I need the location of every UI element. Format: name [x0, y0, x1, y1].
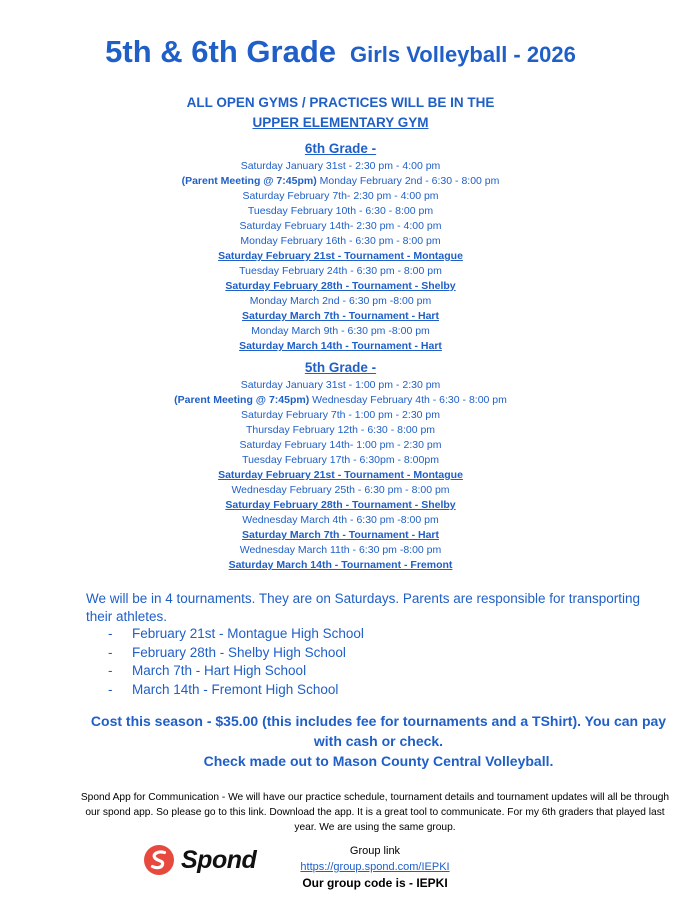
page-title — [0, 34, 681, 70]
tournaments-intro: We will be in 4 tournaments. They are on Saturdays. Parents are responsible for transporting their athletes. — [86, 591, 641, 624]
list-item — [108, 644, 364, 663]
check-payable-text: Check made out to Mason County Central Volleyball. — [203, 753, 554, 769]
spond-logo-word: Spond — [181, 845, 257, 874]
list-dash: - — [108, 681, 113, 697]
schedule-line: Tuesday February 10th - 6:30 - 8:00 pm — [247, 205, 434, 217]
list-dash: - — [108, 626, 113, 641]
list-dash: - — [108, 663, 113, 678]
schedule-line-parent-meeting — [0, 393, 681, 408]
schedule-line: Saturday February 7th - 1:00 pm - 2:30 pm — [240, 409, 440, 421]
schedule-line: Saturday February 7th- 2:30 pm - 4:00 pm — [242, 190, 439, 202]
schedule-line: Saturday January 31st - 1:00 pm - 2:30 pm — [240, 379, 441, 391]
tournament-item: March 14th - Fremont High School — [132, 681, 339, 697]
schedule-line-parent-meeting — [0, 174, 681, 189]
fifth-grade-schedule — [0, 359, 681, 573]
schedule-line: Monday March 2nd - 6:30 pm -8:00 pm — [249, 295, 432, 307]
tournament-line: Saturday February 21st - Tournament - Montague — [218, 469, 463, 481]
schedule-line: Saturday February 14th- 2:30 pm - 4:00 pm — [239, 220, 442, 232]
tournament-item: February 21st - Montague High School — [132, 626, 364, 641]
sixth-grade-heading: 6th Grade - — [304, 141, 377, 156]
tournament-item: February 28th - Shelby High School — [132, 644, 346, 660]
tournament-line: Saturday March 7th - Tournament - Hart — [242, 529, 439, 541]
list-item — [108, 662, 364, 681]
location-line-1: ALL OPEN GYMS / PRACTICES WILL BE IN THE — [186, 95, 495, 110]
parent-meeting-date: Monday February 2nd - 6:30 - 8:00 pm — [316, 175, 500, 187]
spond-info-text: Spond App for Communication - We will have our practice schedule, tournament details and tournament updates will all be through our spond app. So please go to this link. Download the app. It is a great tool to communicate. For my 6th graders that played last year. We are using the same group. — [80, 792, 670, 833]
tournament-line: Saturday February 28th - Tournament - Shelby — [225, 499, 456, 511]
schedule-line: Tuesday February 17th - 6:30pm - 8:00pm — [242, 454, 439, 466]
group-url-link[interactable]: https://group.spond.com/IEPKI — [300, 861, 450, 873]
schedule-line: Monday February 16th - 6:30 pm - 8:00 pm — [240, 235, 441, 247]
tournament-line: Saturday March 7th - Tournament - Hart — [242, 310, 439, 322]
schedule-line: Wednesday March 4th - 6:30 pm -8:00 pm — [242, 514, 439, 526]
spond-logo-icon — [143, 844, 175, 876]
tournament-line: Saturday March 14th - Tournament - Fremont — [228, 559, 453, 571]
schedule-line: Thursday February 12th - 6:30 - 8:00 pm — [245, 424, 436, 436]
tournament-line: Saturday February 21st - Tournament - Montague — [218, 250, 463, 262]
schedule-line: Wednesday February 25th - 6:30 pm - 8:00 pm — [231, 484, 450, 496]
cost-info — [86, 711, 671, 771]
sixth-grade-schedule — [0, 140, 681, 354]
list-item — [108, 681, 364, 700]
group-link-label: Group link — [349, 845, 401, 857]
list-dash: - — [108, 644, 113, 660]
schedule-line: Saturday February 14th- 1:00 pm - 2:30 pm — [239, 439, 442, 451]
group-code: Our group code is - IEPKI — [302, 876, 448, 890]
schedule-line: Tuesday February 24th - 6:30 pm - 8:00 pm — [239, 265, 442, 277]
schedule-line: Monday March 9th - 6:30 pm -8:00 pm — [251, 325, 430, 337]
fifth-grade-heading: 5th Grade - — [304, 360, 377, 375]
tournament-line: Saturday February 28th - Tournament - Shelby — [225, 280, 456, 292]
parent-meeting-label: (Parent Meeting @ 7:45pm) — [174, 394, 310, 406]
tournament-item: March 7th - Hart High School — [132, 663, 307, 678]
location-notice — [0, 93, 681, 133]
cost-text: Cost this season - $35.00 (this includes fee for tournaments and a TShirt). You can pay with cash or check. — [90, 713, 667, 749]
group-link-block — [270, 843, 480, 891]
title-grades: 5th & 6th Grade — [105, 34, 336, 69]
parent-meeting-date: Wednesday February 4th - 6:30 - 8:00 pm — [309, 394, 507, 406]
list-item — [108, 625, 364, 644]
schedule-line: Saturday January 31st - 2:30 pm - 4:00 pm — [240, 160, 441, 172]
location-line-2: UPPER ELEMENTARY GYM — [252, 115, 429, 130]
title-sport: Girls Volleyball - 2026 — [350, 42, 576, 67]
parent-meeting-label: (Parent Meeting @ 7:45pm) — [181, 175, 317, 187]
tournament-list — [108, 625, 364, 699]
spond-logo — [143, 840, 256, 880]
tournament-line: Saturday March 14th - Tournament - Hart — [239, 340, 442, 352]
schedule-line: Wednesday March 11th - 6:30 pm -8:00 pm — [239, 544, 442, 556]
